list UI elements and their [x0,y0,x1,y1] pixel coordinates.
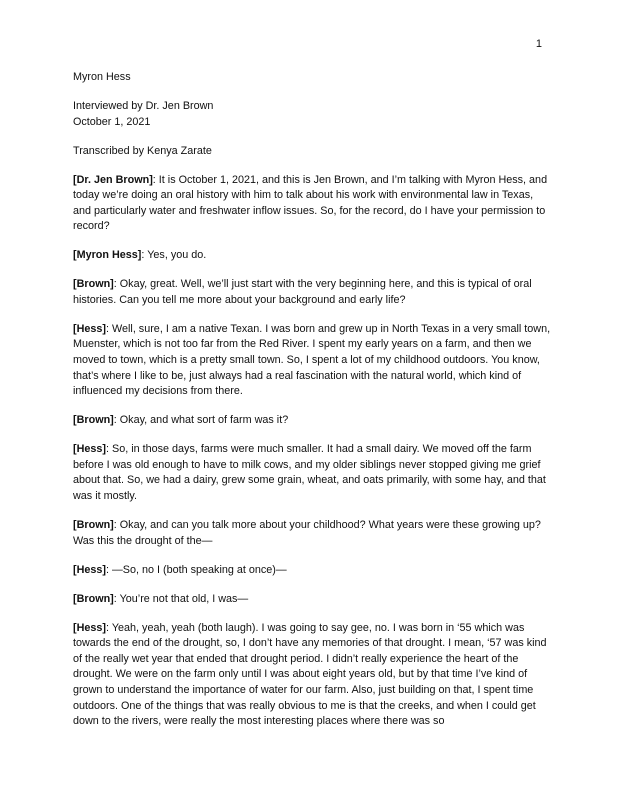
speaker-label: [Brown] [73,518,114,531]
transcript-paragraph [73,173,553,235]
speech-text: : —So, no I (both speaking at once)— [106,563,287,576]
speaker-label: [Dr. Jen Brown] [73,173,153,186]
transcript-paragraph [73,413,553,429]
speech-text: : So, in those days, farms were much smaller. It had a small dairy. We moved off the farm before I was old enough to have to milk cows, and my older siblings never stopped giving me grief about that. So, we had a dairy, grew some grain, wheat, and oats primarily, with some hay, and that was it mostly. [73,443,546,502]
interview-info [73,99,553,130]
speaker-label: [Hess] [73,443,107,456]
transcript-paragraph [73,277,553,308]
speech-text: : Okay, great. Well, we’ll just start with the very beginning here, and this is typical of oral histories. Can you tell me more about your background and early life? [73,278,532,306]
transcript-paragraph [73,621,553,730]
speech-text: : Okay, and what sort of farm was it? [113,414,289,427]
interview-date: October 1, 2021 [73,115,151,128]
speech-text: : It is October 1, 2021, and this is Jen Brown, and I’m talking with Myron Hess, and today we’re doing an oral history with him to talk about his work with environmental law in Texas, and particularly water and freshwater inflow issues. So, for the record, do I have your permission to record? [73,173,548,233]
transcriber-line: Transcribed by Kenya Zarate [73,144,212,157]
speaker-label: [Brown] [73,278,114,291]
speaker-label: [Hess] [73,563,107,576]
speaker-label: [Hess] [73,322,107,335]
transcript-paragraph [73,442,553,504]
speaker-label: [Brown] [73,592,114,605]
speech-text: : You’re not that old, I was— [113,592,249,605]
speech-text: : Well, sure, I am a native Texan. I was born and grew up in North Texas in a very small town, Muenster, which is not too far from the Red River. I spent my early years on a farm, and then we moved to town, which is a pretty small town. So, I spent a lot of my childhood outdoors. You know, that’s where I like to be, just always had a real fascination with the natural world, which kind of influenced my decisions from there. [73,322,551,398]
transcript-paragraph [73,592,553,608]
page-number: 1 [535,38,542,50]
transcript-paragraph [73,518,553,549]
speech-text: : Yes, you do. [141,249,207,262]
transcript-paragraph [73,248,553,264]
interviewee-name: Myron Hess [73,71,131,83]
transcript-body [73,70,553,743]
speech-text: : Okay, and can you talk more about your childhood? What years were these growing up? Was this the drought of the— [73,518,541,547]
speaker-label: [Brown] [73,414,114,427]
transcript-paragraph [73,563,553,579]
speaker-label: [Myron Hess] [73,249,142,262]
speech-text: : Yeah, yeah, yeah (both laugh). I was going to say gee, no. I was born in ‘55 which was towards the end of the drought, so, I don’t have any memories of that drought. I mean, ‘57 was kind of the really wet year that ended that drought period. I didn’t really experience the heart of the drought. We were on the farm only until I was about eight years old, but by that time I’ve kind of grown to understand the importance of water for our farm. Also, just building on that, I spent time outdoors. One of the things that was really obvious to me is that the creeks, and when I could get down to the rivers, were really the most interesting places where there was so [73,621,547,728]
interviewer-line: Interviewed by Dr. Jen Brown [73,99,214,112]
speaker-label: [Hess] [73,621,107,634]
transcript-paragraph [73,322,553,400]
